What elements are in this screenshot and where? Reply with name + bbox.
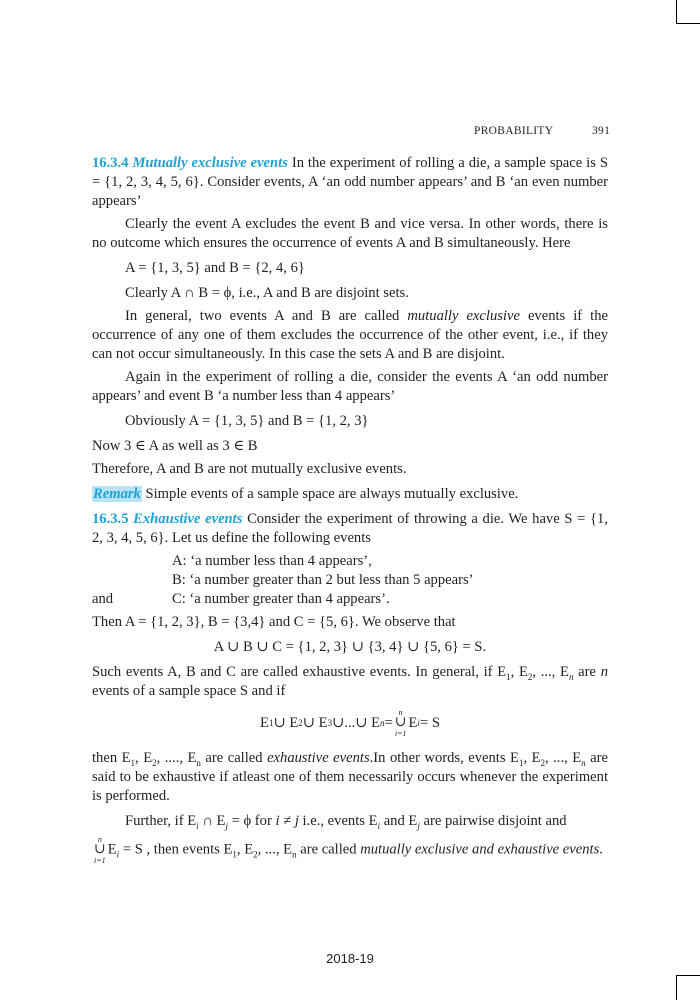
crop-mark-bottom-h — [676, 975, 700, 976]
paragraph-such-events: Such events A, B and C are called exhaustive events. In general, if $E_1$, $E_2$, ..., $E_n$ are n events of a sample space S and if — [92, 664, 608, 699]
footer-year: 2018-19 — [326, 951, 374, 966]
page-number: 391 — [592, 125, 611, 137]
conclusion-not-exclusive: Therefore, A and B are not mutually exclusive events. — [92, 461, 407, 477]
paragraph-again: Again in the experiment of rolling a die, consider the events A ‘an odd number appears’ and event B ‘a number less than 4 appears’ — [92, 369, 608, 404]
section-16-3-4-intro: 16.3.4 Mutually exclusive events In the experiment of rolling a die, a sample space is S = {1, 2, 3, 4, 5, 6}. Consider events, A ‘an odd number appears’ and B ‘an even number appears’ — [92, 155, 608, 209]
running-header — [474, 122, 611, 141]
then-sets-line: Then A = {1, 2, 3}, B = {3,4} and C = {5, 6}. We observe that — [92, 614, 456, 630]
crop-mark-top-h — [676, 23, 700, 24]
union-equation: A ∪ B ∪ C = {1, 2, 3} ∪ {3, 4} ∪ {5, 6} = S. — [213, 639, 487, 655]
paragraph-further-cont: n ∪ i=1 $E_i = S$ , then events $E_1$, $E_2$, ..., $E_n$ are called mutually exclusive and exhaustive events. — [94, 835, 603, 865]
equation-sets-ab: A = {1, 3, 5} and B = {2, 4, 6} — [125, 260, 305, 276]
crop-mark-top — [676, 0, 677, 24]
equation-membership: Now 3 ∈ A as well as 3 ∈ B — [92, 438, 258, 454]
section-heading-16-3-4: 16.3.4 Mutually exclusive events — [92, 155, 288, 171]
page-content — [92, 154, 608, 869]
exhaustive-union-formula: E 1 ∪ E 2 ∪ E 3 ∪...∪ E n = n ∪ i=1 E i = S — [260, 708, 440, 738]
section-16-3-5-intro: 16.3.5 Exhaustive events Consider the experiment of throwing a die. We have S = {1, 2, 3, 4, 5, 6}. Let us define the following events — [92, 511, 608, 546]
paragraph-definition: In general, two events A and B are called mutually exclusive events if the occurrence of any one of them excludes the occurrence of the other event, i.e., if they can not occur simultaneously. In this case the sets A and B are disjoint. — [92, 308, 608, 362]
header-title: PROBABILITY — [474, 125, 554, 137]
event-b-row: B: ‘a number greater than 2 but less than 5 appears’ — [172, 572, 474, 588]
paragraph-excludes: Clearly the event A excludes the event B and vice versa. In other words, there is no outcome which ensures the occurrence of events A and B simultaneously. Here — [92, 216, 608, 251]
section-heading-16-3-5: 16.3.5 Exhaustive events — [92, 511, 243, 527]
equation-disjoint: Clearly A ∩ B = ϕ, i.e., A and B are disjoint sets. — [125, 285, 409, 301]
big-union-operator: n ∪ i=1 — [394, 708, 407, 738]
paragraph-further: Further, if $E_i$ ∩ $E_j = \phi$ for i ≠ j i.e., events $E_i$ and $E_j$ are pairwise disjoint and — [125, 813, 567, 831]
event-c-row: and C: ‘a number greater than 4 appears’. — [92, 591, 390, 607]
remark-label: Remark — [93, 486, 141, 502]
paragraph-exhaustive-def: then $E_1$, $E_2$, ...., $E_n$ are called exhaustive events.In other words, events $E_1$, $E_2$, ..., $E_n$ are said to be exhaustive if atleast one of them necessarily occurs whenever the experiment is performed. — [92, 750, 608, 804]
remark-paragraph: Remark Simple events of a sample space are always mutually exclusive. — [93, 486, 519, 502]
equation-obviously: Obviously A = {1, 3, 5} and B = {1, 2, 3} — [125, 413, 369, 429]
event-a-row: A: ‘a number less than 4 appears’, — [172, 553, 372, 569]
crop-mark-bottom — [676, 975, 677, 1000]
big-union-operator-inline: n ∪ i=1 — [94, 835, 106, 865]
